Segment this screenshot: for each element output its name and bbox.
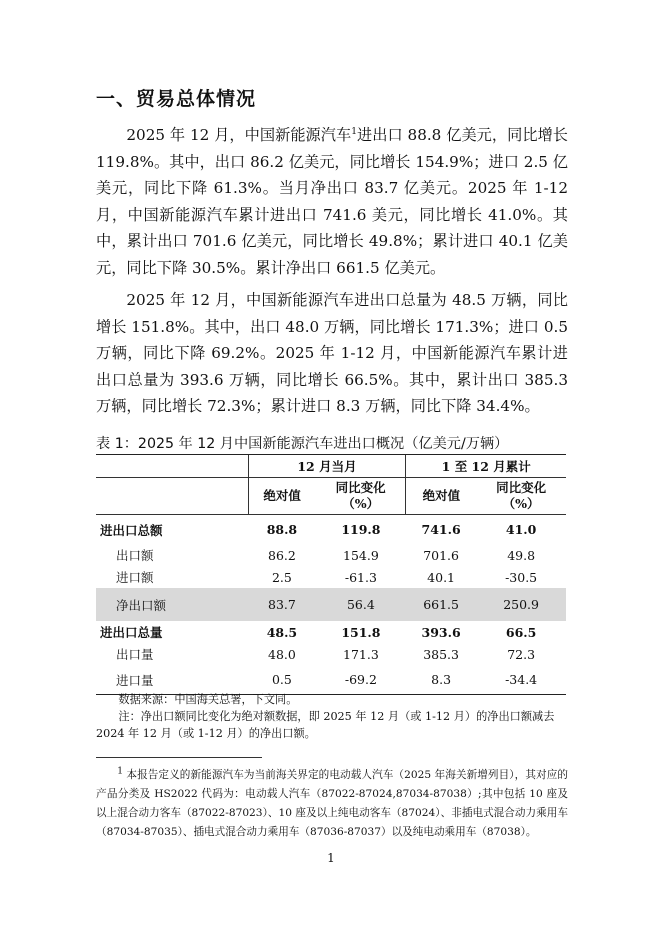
row-label: 进口额 (116, 570, 154, 585)
ytd-yoy-header (476, 478, 566, 515)
row-label: 出口量 (116, 647, 154, 662)
table-corner-cell-2 (96, 478, 248, 515)
ytd-abs-cell: 385.3 (423, 646, 459, 662)
row-label: 净出口额 (96, 588, 248, 621)
ytd-yoy-cell: 49.8 (507, 547, 536, 563)
data-source-note: 数据来源：中国海关总署，下文同。 (118, 693, 298, 706)
month-abs-cell: 88.8 (266, 522, 298, 537)
row-label: 进出口总量 (100, 625, 163, 640)
ytd-abs-cell: 701.6 (423, 547, 459, 563)
table-column-header-row (96, 478, 566, 515)
ytd-yoy-cell: 250.9 (476, 588, 566, 621)
footnote-ref[interactable]: 1 (351, 126, 357, 137)
row-label: 出口额 (116, 548, 154, 563)
table-title: 表 1：2025 年 12 月中国新能源汽车进出口概况（亿美元/万辆） (96, 436, 509, 452)
ytd-yoy-cell: -30.5 (505, 569, 538, 585)
month-yoy-header (316, 478, 406, 515)
ytd-yoy-header-line2: （%） (502, 496, 540, 511)
table-note: 注：净出口额同比变化为绝对额数据，即 2025 年 12 月（或 1-12 月）的净出口额减去 2024 年 12 月（或 1-12 月）的净出口额。 (96, 710, 555, 740)
month-yoy-cell: -69.2 (316, 665, 406, 695)
row-label: 进出口总额 (100, 522, 163, 538)
month-abs-cell: 48.5 (266, 624, 298, 640)
month-yoy-cell: 56.4 (316, 588, 406, 621)
paragraph-trade-volume: 2025 年 12 月，中国新能源汽车进出口总量为 48.5 万辆，同比增长 151.8%。其中，出口 48.0 万辆，同比增长 171.3%；进口 0.5 万辆，同比下降 69.2%。2025 年 1-12 月，中国新能源汽车累计进出口总量为 393.6 万辆，同比增长 66.5%。其中，累计出口 385.3 万辆，同比增长 72.3%；累计进口 8.3 万辆，同比下降 34.4%。 (96, 291, 568, 416)
table-row (96, 566, 566, 588)
ytd-yoy-cell: 41.0 (505, 522, 537, 537)
paragraph-trade-value-rest: 进出口 88.8 亿美元，同比增长 119.8%。其中，出口 86.2 亿美元，同比增长 154.9%；进口 2.5 亿美元，同比下降 61.3%。当月净出口 83.7 亿美元。2025 年 1-12 月，中国新能源汽车累计进出口 741.6 美元，同比增长 41.0%。其中，累计出口 701.6 亿美元，同比增长 49.8%；累计进口 40.1 亿美元，同比下降 30.5%。累计净出口 661.5 亿美元。 (96, 126, 568, 277)
month-abs-cell: 48.0 (268, 646, 296, 662)
ytd-abs-cell: 8.3 (406, 665, 476, 695)
table-row (96, 621, 566, 643)
paragraph-trade-value-start: 2025 年 12 月，中国新能源汽车 (126, 126, 352, 144)
month-yoy-cell: 171.3 (343, 646, 379, 662)
month-yoy-header-line2: （%） (342, 496, 380, 511)
table-row (96, 515, 566, 545)
row-label: 进口量 (96, 665, 248, 695)
ytd-yoy-cell: 66.5 (505, 624, 537, 640)
trade-summary-table (96, 454, 566, 695)
page-number: 1 (327, 851, 335, 865)
month-yoy-header-line1: 同比变化 (335, 480, 386, 495)
month-yoy-cell: 154.9 (343, 547, 379, 563)
group-ytd-header: 1 至 12 月累计 (406, 455, 566, 478)
footnote-divider (96, 757, 262, 758)
month-abs-cell: 2.5 (271, 569, 292, 585)
month-abs-cell: 0.5 (248, 665, 316, 695)
month-yoy-cell: 119.8 (341, 522, 381, 537)
section-heading: 一、贸易总体情况 (96, 88, 257, 110)
table-group-header-row (96, 455, 566, 478)
footnote (96, 766, 568, 842)
ytd-abs-header: 绝对值 (406, 478, 476, 515)
month-yoy-cell: 151.8 (341, 624, 381, 640)
month-yoy-cell: -61.3 (344, 569, 377, 585)
ytd-abs-cell: 40.1 (427, 569, 456, 585)
footnote-mark: 1 (117, 766, 123, 777)
month-abs-cell: 86.2 (268, 547, 296, 563)
ytd-abs-cell: 661.5 (406, 588, 476, 621)
table-corner-cell (96, 455, 248, 478)
month-abs-cell: 83.7 (248, 588, 316, 621)
ytd-yoy-cell: 72.3 (507, 646, 536, 662)
table-row (96, 643, 566, 665)
ytd-abs-cell: 393.6 (421, 624, 461, 640)
table-row (96, 588, 566, 621)
month-abs-header: 绝对值 (248, 478, 316, 515)
group-month-header: 12 月当月 (248, 455, 406, 478)
table-row (96, 544, 566, 566)
paragraph-trade-value (96, 122, 568, 282)
footnote-text: 本报告定义的新能源汽车为当前海关界定的电动载人汽车（2025 年海关新增列目），其对应的产品分类及 HS2022 代码为：电动载人汽车（87022-87024,87034-87038）;其中包括 10 座及以上混合动力客车（87022-87023）、10 座及以上纯电动客车（87024）、非插电式混合动力乘用车（87034-87035）、插电式混合动力乘用车（87036-87037）以及纯电动乘用车（87038）。 (96, 769, 568, 838)
ytd-abs-cell: 741.6 (421, 522, 461, 537)
ytd-yoy-cell: -34.4 (476, 665, 566, 695)
ytd-yoy-header-line1: 同比变化 (496, 480, 547, 495)
